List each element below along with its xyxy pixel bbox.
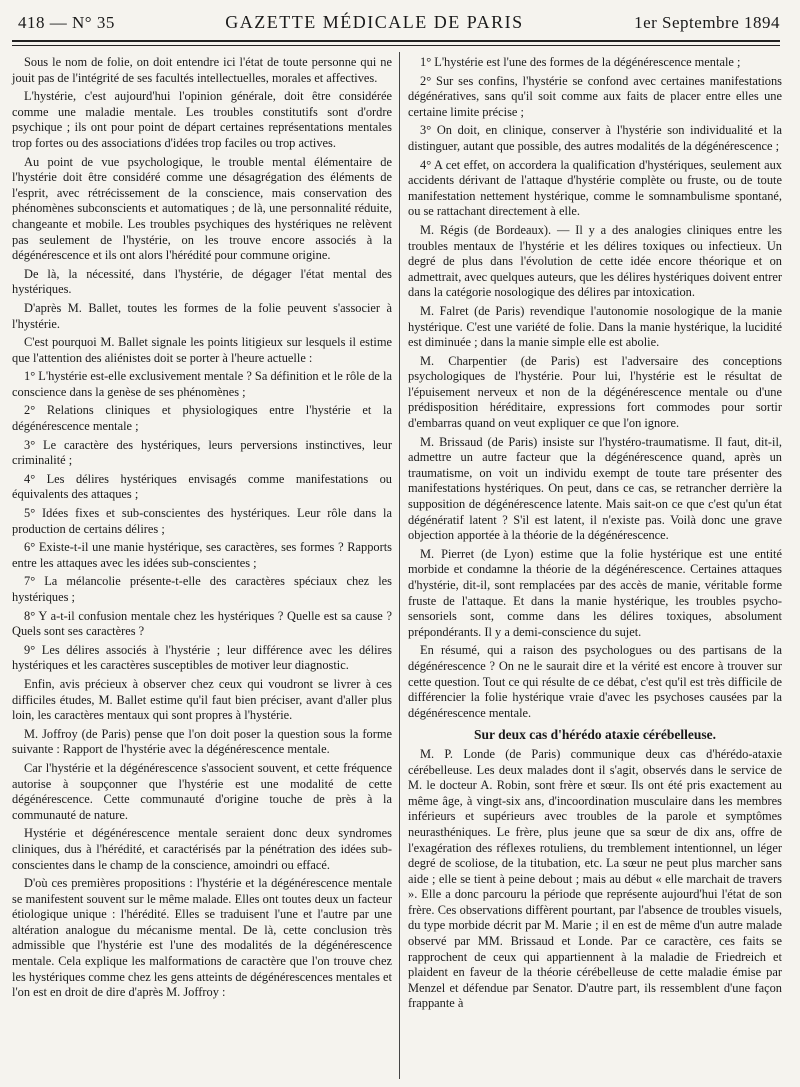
page-number: 418 — N° 35 (18, 13, 115, 32)
paragraph: Au point de vue psychologique, le trouble mental élémentaire de l'hystérie doit être considéré comme une désagrégation des éléments de l'esprit, avec rétrécissement de la conscience, mais conservation des phénomènes subconscients et automatiques ; de là, une personnalité réduite, changeante et mobile. Les troubles psychiques des hystériques ne relèvent pas seulement de l'hystérie, on les trouve encore associés à la dégénérescence et ils ont alors l'hérédité pour commune origine. (12, 154, 392, 263)
paragraph: 6° Existe-t-il une manie hystérique, ses caractères, ses formes ? Rapports entre les attaques avec les idées sub-conscientes ; (12, 540, 392, 570)
paragraph: 9° Les délires associés à l'hystérie ; leur différence avec les délires hystériques et les caractères susceptibles de motiver leur diagnostic. (12, 642, 392, 673)
section-heading: Sur deux cas d'hérédo ataxie cérébelleuse. (474, 727, 716, 743)
paragraph: D'où ces premières propositions : l'hystérie et la dégénérescence mentale se manifestent souvent sur le même malade. Elles ont toutes deux un facteur étiologique unique : l'hérédité. Elles se traduisent l'une et l'autre par une altération analogue du mécanisme mental. De là, cette conclusion très admissible que l'hystérie est l'une des modalités de la dégénérescence mentale. Cela explique les malformations de caractère que l'on trouve chez les hystériques comme chez les gens atteints de dégénérescences mentales et l'on est en droit de dire d'après M. Joffroy : (12, 876, 392, 1000)
paragraph: 3° Le caractère des hystériques, leurs perversions instinctives, leur criminalité ; (12, 437, 392, 468)
right-column-part-b (408, 747, 782, 1012)
paragraph: Sous le nom de folie, on doit entendre ici l'état de toute personne qui ne jouit pas de l'intégrité de ses facultés intellectuelles, morales et affectives. (12, 55, 392, 85)
paragraph: 5° Idées fixes et sub-conscientes des hystériques. Leur rôle dans la production de certains délires ; (12, 506, 392, 536)
paragraph: M. Charpentier (de Paris) est l'adversaire des conceptions psychologiques de l'hystérie. Pour lui, l'hystérie est le résultat de l'épuisement nerveux et non de la dégénérescence mentale ou d'une prédisposition héréditaire, expressions fort commodes pour sortir d'embarras quand on veut expliquer ce que l'on ignore. (408, 353, 782, 431)
journal-title: GAZETTE MÉDICALE DE PARIS (225, 12, 524, 32)
right-column (408, 55, 782, 1015)
paragraph: Hystérie et dégénérescence mentale seraient donc deux syndromes cliniques, dus à l'hérédité, et caractérisés par la pénétration des idées sub-conscientes dans le champ de la conscience, amoindri ou effacé. (12, 826, 392, 872)
paragraph: M. Falret (de Paris) revendique l'autonomie nosologique de la manie hystérique. C'est une variété de folie. Dans la manie hystérique, la lucidité est diminuée ; dans la manie simple elle est abolie. (408, 303, 782, 350)
paragraph: M. Régis (de Bordeaux). — Il y a des analogies cliniques entre les troubles mentaux de l'hystérie et les délires toxiques ou infectieux. Un degré de plus dans l'évolution de cette idée encore théorique et on admettrait, avec quelques auteurs, que les délires hystériques doivent entrer dans la catégorie nosologique des délires par intoxication. (408, 222, 782, 300)
paragraph: Enfin, avis précieux à observer chez ceux qui voudront se livrer à ces difficiles études, M. Ballet estime qu'il faut bien préciser, avant d'aller plus loin, les caractères mentaux qui sont propres à l'hystérie. (12, 676, 392, 723)
paragraph: De là, la nécessité, dans l'hystérie, de dégager l'état mental des hystériques. (12, 266, 392, 297)
paragraph: 3° On doit, en clinique, conserver à l'hystérie son individualité et la distinguer, autant que possible, des autres modalités de la dégénérescence ; (408, 123, 782, 153)
paragraph: Car l'hystérie et la dégénérescence s'associent souvent, et cette fréquence autorise à soupçonner que l'hystérie est une modalité de cette dégénérescence. Cette communauté d'origine touche de près à la communauté de nature. (12, 760, 392, 822)
paragraph: 1° L'hystérie est-elle exclusivement mentale ? Sa définition et le rôle de la conscience dans la genèse de ses phénomènes ; (12, 369, 392, 399)
header-rule (12, 40, 780, 42)
paragraph: 4° A cet effet, on accordera la qualification d'hystériques, seulement aux accidents dérivant de l'attaque d'hystérie complète ou fruste, ou de toute manifestation nettement hystérique, comme le somnambulisme spontané, ou se rattachant directement à elle. (408, 157, 782, 219)
column-divider (399, 52, 400, 1079)
page-header (18, 12, 780, 38)
right-column-part-a (408, 55, 782, 721)
paragraph: En résumé, qui a raison des psychologues ou des partisans de la dégénérescence ? On ne le saurait dire et la vérité est encore à trouver sur cette question. Tout ce qui résulte de ce débat, c'est qu'il est très difficile de différencier la folie hystérique vraie d'avec les psychoses causées par la dégénérescence mentale. (408, 643, 782, 720)
paragraph: 4° Les délires hystériques envisagés comme manifestations ou équivalents des attaques ; (12, 471, 392, 502)
paragraph: M. Joffroy (de Paris) pense que l'on doit poser la question sous la forme suivante : Rapport de l'hystérie avec la dégénérescence mentale. (12, 726, 392, 757)
paragraph: 2° Relations cliniques et physiologiques entre l'hystérie et la dégénérescence mentale ; (12, 403, 392, 434)
paragraph: C'est pourquoi M. Ballet signale les points litigieux sur lesquels il estime que l'attention des aliénistes doit se porter à l'heure actuelle : (12, 335, 392, 365)
paragraph: 8° Y a-t-il confusion mentale chez les hystériques ? Quelle est sa cause ? Quels sont ses caractères ? (12, 608, 392, 639)
left-column (12, 55, 392, 1004)
paragraph: 7° La mélancolie présente-t-elle des caractères spéciaux chez les hystériques ; (12, 574, 392, 604)
paragraph: D'après M. Ballet, toutes les formes de la folie peuvent s'associer à l'hystérie. (12, 300, 392, 331)
paragraph: M. Pierret (de Lyon) estime que la folie hystérique est une entité morbide et condamne la théorie de la dégénérescence. Certaines attaques d'hystérie, dit-il, sont remplacées par des accès de manie, véritable forme fruste de l'attaque. Et dans la manie hystérique, les troubles psycho-sensoriels sont, comme dans les délires toxiques, absolument prépondérants. Il y a demi-conscience du sujet. (408, 546, 782, 639)
paragraph: 1° L'hystérie est l'une des formes de la dégénérescence mentale ; (420, 55, 741, 69)
paragraph: 2° Sur ses confins, l'hystérie se confond avec certaines manifestations dégénératives, sans qu'il soit comme aux faits de placer entre elles une certaine limite précise ; (408, 73, 782, 119)
paragraph: M. P. Londe (de Paris) communique deux cas d'hérédo-ataxie cérébelleuse. Les deux malades dont il s'agit, observés dans le service de M. le docteur A. Robin, sont frère et sœur. Ils ont été pris exactement au même âge, à vingt-six ans, d'incoordination musculaire dans les membres inférieurs et supérieurs avec troubles de la parole et symptômes neurasthéniques. Le frère, plus jeune que sa sœur de dix ans, offre de l'exagération des réflexes rotuliens, du tremblement intentionnel, un léger degré de scoliose, de la titubation, etc. La sœur ne peut plus marcher sans aide ; elle se tient à peine debout ; mais au début « elle marchait de travers ». Elle a donc parcouru la période que représente aujourd'hui l'état de son frère. Ces observations diffèrent pourtant, par l'absence de troubles visuels, du type morbide décrit par M. Marie ; il en est de même d'un autre malade observé par MM. Brissaud et Londe. Par ce caractère, ces faits se rapprochent de ceux qui appartiennent à la maladie de Friedreich et plaident en faveur de la théorie cérébelleuse de cette maladie émise par Menzel et défendue par Senator. D'autre part, ils ressemblent d'une façon frappante à (408, 746, 782, 1011)
issue-date: 1er Septembre 1894 (634, 13, 780, 32)
paragraph: M. Brissaud (de Paris) insiste sur l'hystéro-traumatisme. Il faut, dit-il, admettre un autre facteur que la dégénérescence quand, après un traumatisme, on voit un individu exempt de toute tare présenter des manifestations hystériques. On peut, dans ce cas, se retrancher derrière la supposition de dégénérescence latente. Mais sait-on ce que c'est qu'un état dégénératif latent ? S'il est latent, il n'existe pas. Voilà donc une grave objection apportée à la théorie de la dégénérescence. (408, 434, 782, 543)
header-rule-thin (12, 45, 780, 46)
paragraph: L'hystérie, c'est aujourd'hui l'opinion générale, doit être considérée comme une maladie mentale. Les troubles constitutifs sont d'ordre psychique ; ils ont pour point de départ certaines représentations mentales trop fortes ou des associations d'idées trop faciles ou trop actives. (12, 89, 392, 150)
